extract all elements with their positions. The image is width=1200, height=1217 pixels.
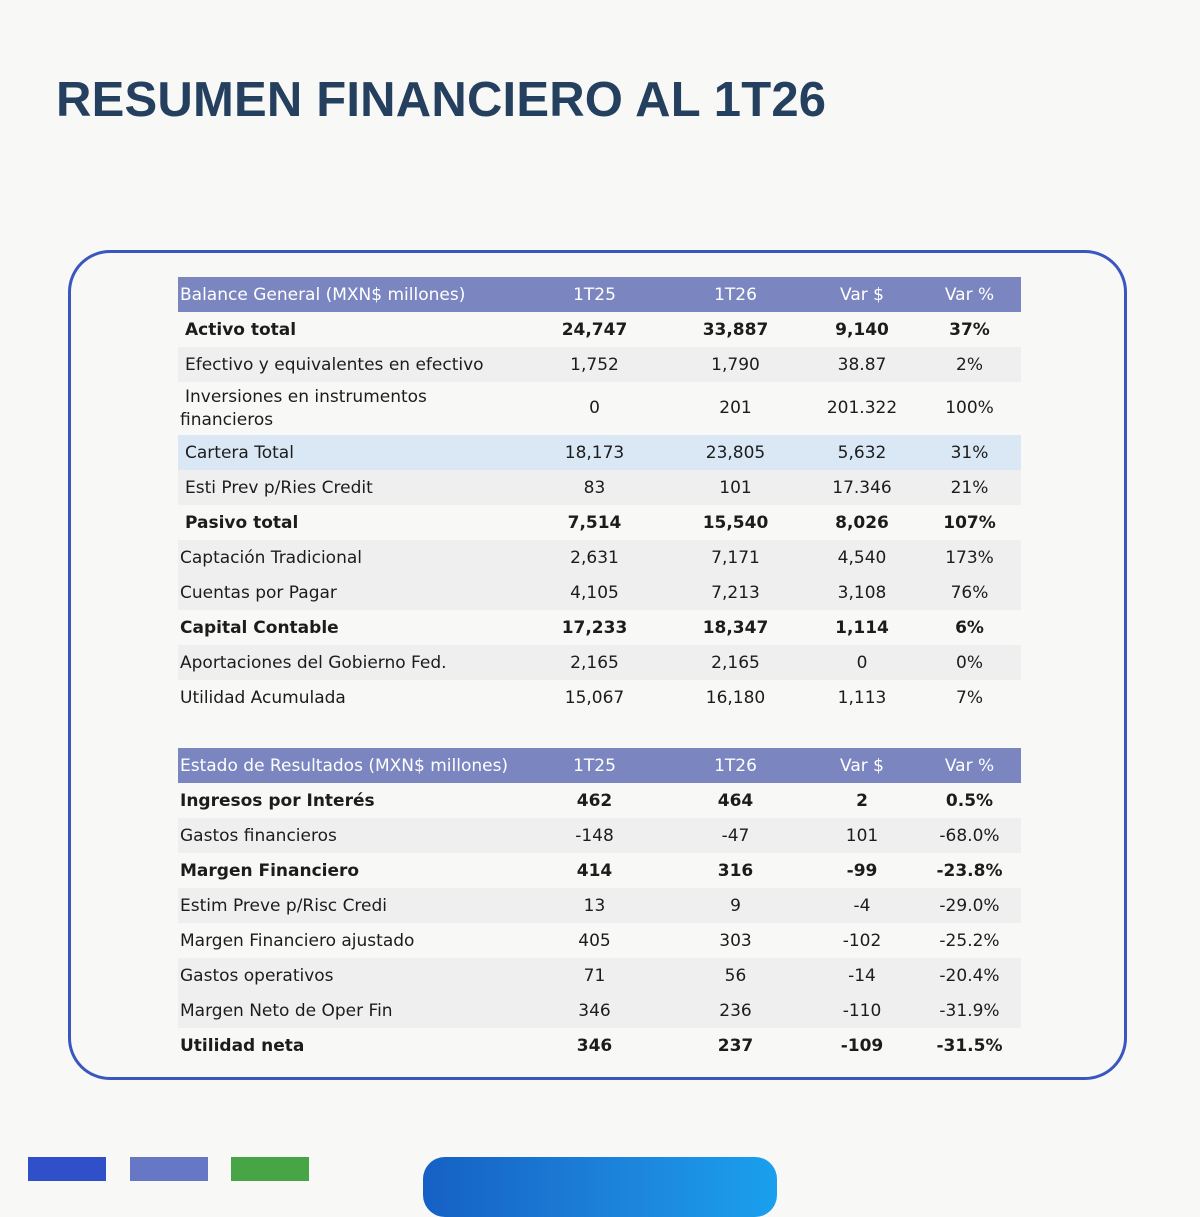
cell-1t26: 7,171 [665,540,806,575]
cell-1t26: 101 [665,470,806,505]
column-header-var-abs: Var $ [806,277,918,312]
cell-var-pct: 0% [918,645,1021,680]
row-label: Gastos financieros [178,818,524,853]
cell-var-pct: 31% [918,435,1021,470]
cell-1t26: 33,887 [702,319,769,340]
cell-1t25: 83 [524,470,665,505]
table-row [178,505,1021,540]
row-label [178,382,524,435]
cell-var-abs: 38.87 [806,347,918,382]
table-row [178,680,1021,715]
cell-var-abs: 8,026 [835,512,889,533]
row-label: Estim Preve p/Risc Credi [178,888,524,923]
table-row [178,923,1021,958]
cell-var-abs: -14 [806,958,918,993]
cell-1t26: 7,213 [665,575,806,610]
column-header-var-abs: Var $ [806,748,918,783]
column-header-var-pct: Var % [918,748,1021,783]
column-header-1t26: 1T26 [665,277,806,312]
table-row [178,993,1021,1028]
cell-var-pct: -29.0% [918,888,1021,923]
column-header-concept: Estado de Resultados (MXN$ millones) [178,748,524,783]
cell-var-abs: 4,540 [806,540,918,575]
cell-1t26: 237 [717,1035,754,1056]
row-label: Activo total [185,319,297,340]
cell-var-pct: 100% [945,398,994,418]
cell-1t25: 405 [578,930,611,951]
row-label: Gastos operativos [178,958,524,993]
table-row [178,958,1021,993]
cell-1t26: 1,790 [665,347,806,382]
cell-var-pct: -25.2% [939,930,1000,951]
row-label: Utilidad Acumulada [180,687,346,708]
cell-1t26: 15,540 [702,512,769,533]
cell-var-pct: 107% [943,512,996,533]
cell-1t26: 464 [717,790,754,811]
row-label: Efectivo y equivalentes en efectivo [178,347,524,382]
row-label: Aportaciones del Gobierno Fed. [178,645,524,680]
row-label: Utilidad neta [180,1035,305,1056]
cell-var-pct: 21% [918,470,1021,505]
cell-var-pct: -31.5% [936,1035,1003,1056]
table-header-row [178,748,1021,783]
cell-1t25: 1,752 [524,347,665,382]
row-label-line-2: financieros [180,409,274,430]
cell-var-pct: 173% [918,540,1021,575]
cell-1t25: 462 [576,790,613,811]
table-row [178,610,1021,645]
cell-1t26: 316 [717,860,754,881]
cell-var-pct: 6% [955,617,984,638]
cell-1t26: 16,180 [705,687,766,708]
cell-var-abs: 1,113 [837,687,887,708]
brand-bar-dark-blue [28,1157,106,1181]
table-row [178,853,1021,888]
cell-var-abs: 2 [856,790,868,811]
cell-var-pct: -20.4% [918,958,1021,993]
row-label: Cuentas por Pagar [178,575,524,610]
cell-var-pct: -23.8% [936,860,1003,881]
table-header-row [178,277,1021,312]
cell-1t25: 13 [524,888,665,923]
cell-1t25: 18,173 [524,435,665,470]
cell-1t26: 303 [719,930,752,951]
cell-1t25: 7,514 [567,512,622,533]
column-header-var-pct: Var % [918,277,1021,312]
cell-1t25: 346 [576,1035,613,1056]
cell-1t25: 414 [576,860,613,881]
brand-bar-periwinkle [130,1157,208,1181]
cell-var-abs: -99 [846,860,878,881]
table-row [178,575,1021,610]
cell-var-abs: 3,108 [806,575,918,610]
cell-var-abs: 101 [806,818,918,853]
cell-var-pct: 7% [956,687,983,708]
row-label: Margen Neto de Oper Fin [178,993,524,1028]
table-row [178,540,1021,575]
cell-1t26: -47 [665,818,806,853]
table-row [178,347,1021,382]
row-label: Cartera Total [178,435,524,470]
page-title: RESUMEN FINANCIERO AL 1T26 [56,73,827,127]
cell-var-abs: -109 [840,1035,884,1056]
cell-1t25: 0 [589,398,600,418]
table-row [178,312,1021,347]
cell-1t25: 4,105 [524,575,665,610]
cell-1t26: 23,805 [665,435,806,470]
cell-var-abs: -110 [806,993,918,1028]
brand-bar-green [231,1157,309,1181]
row-label: Pasivo total [185,512,299,533]
cell-1t26: 18,347 [702,617,769,638]
cell-var-abs: 17.346 [806,470,918,505]
cell-var-abs: 5,632 [806,435,918,470]
cell-1t25: 15,067 [564,687,625,708]
cell-1t26: 2,165 [665,645,806,680]
cell-var-pct: 37% [949,319,990,340]
table-row [178,1028,1021,1063]
row-label: Captación Tradicional [178,540,524,575]
cell-1t25: 346 [524,993,665,1028]
cell-1t25: 24,747 [561,319,628,340]
balance-sheet-table [178,277,1021,715]
income-statement-table [178,748,1021,1063]
cell-var-abs: 201.322 [826,398,898,418]
cell-1t25: 2,165 [524,645,665,680]
cell-1t26: 9 [665,888,806,923]
row-label: Ingresos por Interés [180,790,375,811]
table-row [178,888,1021,923]
cell-1t25: 71 [524,958,665,993]
row-label-line-1: Inversiones en instrumentos [185,386,427,407]
cell-1t26: 201 [719,398,752,418]
cell-var-abs: -4 [806,888,918,923]
cell-1t25: 17,233 [561,617,628,638]
row-label: Margen Financiero [180,860,360,881]
cell-1t26: 236 [665,993,806,1028]
cell-1t25: -148 [524,818,665,853]
row-label: Margen Financiero ajustado [180,930,415,951]
row-label: Capital Contable [180,617,339,638]
cell-var-abs: 1,114 [835,617,889,638]
cell-var-pct: 76% [918,575,1021,610]
table-row [178,818,1021,853]
table-row [178,382,1021,435]
column-header-1t26: 1T26 [665,748,806,783]
table-row [178,783,1021,818]
cell-var-abs: -102 [842,930,882,951]
column-header-concept: Balance General (MXN$ millones) [178,277,524,312]
row-label: Esti Prev p/Ries Credit [178,470,524,505]
table-row [178,435,1021,470]
cell-var-pct: -31.9% [918,993,1021,1028]
column-header-1t25: 1T25 [524,748,665,783]
cell-var-pct: 0.5% [945,790,994,811]
cell-var-abs: 0 [806,645,918,680]
column-header-1t25: 1T25 [524,277,665,312]
cell-var-pct: -68.0% [918,818,1021,853]
cell-1t25: 2,631 [524,540,665,575]
table-row [178,470,1021,505]
cell-var-pct: 2% [918,347,1021,382]
table-row [178,645,1021,680]
cell-1t26: 56 [665,958,806,993]
footer-tab [423,1157,777,1217]
cell-var-abs: 9,140 [835,319,889,340]
